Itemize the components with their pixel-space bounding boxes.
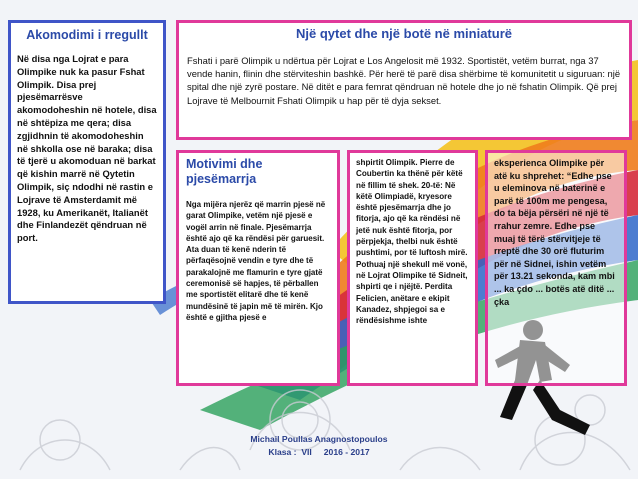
info-box-miniature-world — [176, 20, 632, 140]
box-text: shpirtit Olimpik. Pierre de Coubertin ka thënë për këtë në fillim të shek. 20-të: Në këtë Olimpiadë, kryesore është pjesëmarrja dhe jo fitorja, ajo që ka rëndësi në jetë nuk është fitorja, por përpjekja, thelbi nuk është pushtimi, por të luftosh mirë. Pothuaj një shekull më vonë, në Lojrat Olimpike të Sidneit, shpirti qe i njëjtë. Perdita Felicien, anëtare e ekipit Kanadez, shpjegoi sa e rëndësishme ishte — [356, 158, 468, 326]
footer-class-line: Klasa : VII 2016 - 2017 — [268, 447, 370, 457]
box-title: Një qytet dhe një botë në miniaturë — [296, 26, 512, 41]
footer-author: Michail Poullas Anagnostopoulos — [250, 434, 388, 444]
box-text: Në disa nga Lojrat e para Olimpike nuk ka pasur Fshat Olimpik. Disa prej pjesëmarrësve akomodoheshin në hotele, disa në shtëpiza me qera; disa zgjidhnin të akomodoheshin në shkolla ose në baraka; disa të tjerë u akomoduan në barkat që kishin marrë në Qytetin Olimpik, siç ndodhi në rastin e Lojrave të Amsterdamit më 1928, ku Amerikanët, Italianët dhe Finlandezët qëndruan në port. — [17, 53, 157, 244]
box-title: Motivimi dhe pjesëmarrja — [186, 157, 263, 186]
info-box-experience — [485, 150, 627, 386]
info-box-motivation — [176, 150, 340, 386]
box-text: Nga mijëra njerëz që marrin pjesë në garat Olimpike, vetëm një pjesë e vogël arrin në finale. Pjesëmarrja është ajo që ka rëndësi për garuesit. Ata duan të kenë nderin të përfaqësojnë vendin e tyre dhe të parakalojnë me flamurin e tyre gjatë ceremonisë së hapjes, të përballen me sportistët elitarë dhe të kenë mundësinë të japin më të mirën. Kjo është e gjitha pjesë e — [186, 200, 326, 322]
info-box-accommodation — [8, 20, 166, 304]
box-title: Akomodimi i rregullt — [26, 28, 148, 42]
box-text: eksperienca Olimpike për atë ku shprehet: “Edhe pse u eleminova në baterinë e parë të 100m me pengesa, do ta bëja përsëri në një të rrahur zemre. Edhe pse muaj të tërë stërvitjeje të rreptë dhe 30 orë fluturim për në Sidnei, ishin vetëm për 13.21 sekonda, kam mbi ... ka çdo ... botës atë ditë ... çka — [494, 158, 615, 307]
box-text: Fshati i parë Olimpik u ndërtua për Lojrat e Los Angelosit më 1932. Sportistët, vetëm burrat, nga 37 vende hanin, flinin dhe stërviteshin bashkë. Për herë të parë disa shërbime të komunitetit u siguruan: një spital dhe një zyrë postare. Në ditët e para femrat qëndruan në hotele dhe jo në fshatin Olimpik. Që prej Lojrave të Melbournit Fshati Olimpik u hap për të dyja sekset. — [187, 55, 621, 106]
info-box-olympic-spirit — [347, 150, 478, 386]
